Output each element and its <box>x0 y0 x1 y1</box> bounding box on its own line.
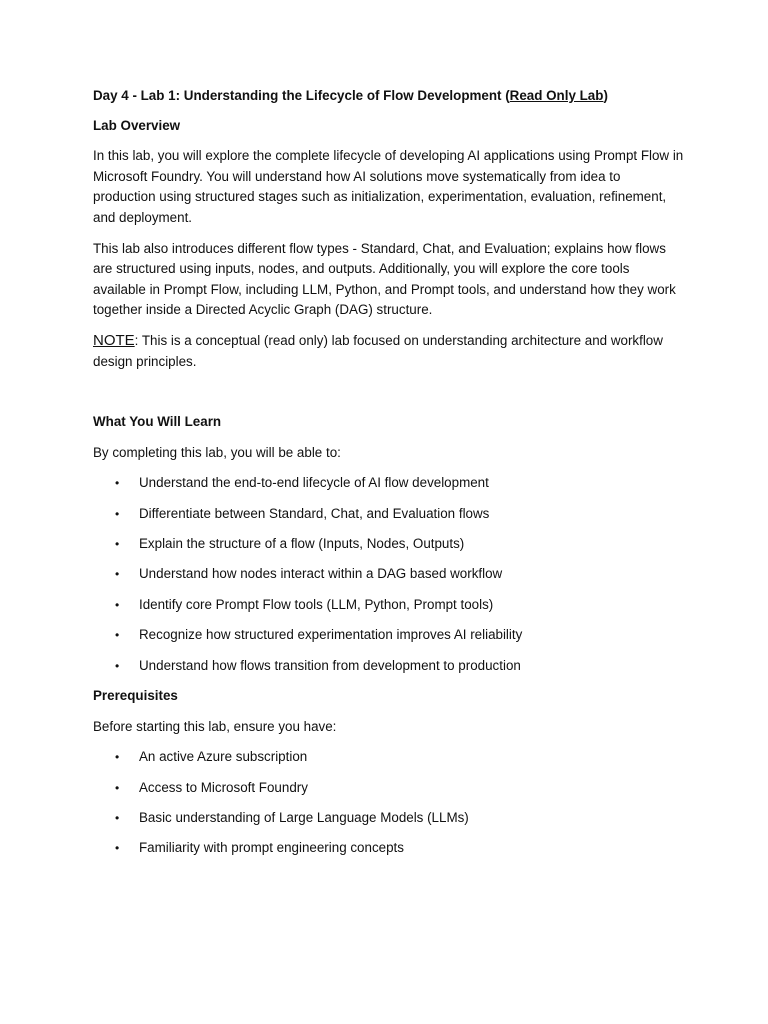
lab-overview-heading: Lab Overview <box>93 117 181 133</box>
prerequisites-heading: Prerequisites <box>93 688 178 704</box>
note-text: : This is a conceptual (read only) lab focused on understanding architecture and workflow design principles. <box>93 332 663 369</box>
list-item <box>93 504 685 525</box>
list-item-text: Basic understanding of Large Language Models (LLMs) <box>139 810 469 826</box>
bullet-icon: • <box>115 537 120 552</box>
list-item <box>93 778 685 799</box>
bullet-icon: • <box>115 476 120 491</box>
bullet-icon: • <box>115 658 120 673</box>
prereq-intro: Before starting this lab, ensure you have: <box>93 718 337 734</box>
list-item <box>93 625 685 646</box>
learn-intro: By completing this lab, you will be able to: <box>93 444 341 460</box>
document-page <box>93 86 685 869</box>
list-item <box>93 747 685 768</box>
list-item-text: Familiarity with prompt engineering concepts <box>139 840 404 856</box>
list-item <box>93 656 685 677</box>
list-item-text: Differentiate between Standard, Chat, and Evaluation flows <box>139 505 490 521</box>
title-close-paren: ) <box>603 88 608 103</box>
list-item-text: Understand how nodes interact within a DAG based workflow <box>139 566 503 582</box>
read-only-lab-link[interactable]: Read Only Lab <box>509 88 604 103</box>
list-item-text: Identify core Prompt Flow tools (LLM, Python, Prompt tools) <box>139 596 494 612</box>
list-item-text: Access to Microsoft Foundry <box>139 779 308 795</box>
bullet-icon: • <box>115 567 120 582</box>
bullet-icon: • <box>115 750 120 765</box>
list-item-text: Understand the end-to-end lifecycle of AI flow development <box>139 475 489 491</box>
bullet-icon: • <box>115 628 120 643</box>
what-you-will-learn-heading: What You Will Learn <box>93 414 222 430</box>
bullet-icon: • <box>115 841 120 856</box>
note-label: NOTE <box>93 331 135 349</box>
list-item <box>93 534 685 555</box>
learn-list <box>93 473 685 676</box>
list-item-text: Understand how flows transition from development to production <box>139 657 521 673</box>
section-spacer <box>93 382 685 412</box>
list-item <box>93 838 685 859</box>
note-block <box>93 331 685 372</box>
bullet-icon: • <box>115 506 120 521</box>
overview-paragraph-2: This lab also introduces different flow types - Standard, Chat, and Evaluation; explains how flows are structured using inputs, nodes, and outputs. Additionally, you will explore the core tools available in Prompt Flow, including LLM, Python, and Prompt tools, and understand how they work together inside a Directed Acyclic Graph (DAG) structure. <box>93 240 676 318</box>
list-item-text: An active Azure subscription <box>139 749 308 765</box>
list-item-text: Explain the structure of a flow (Inputs, Nodes, Outputs) <box>139 536 465 552</box>
page-title <box>93 86 685 107</box>
overview-paragraph-1: In this lab, you will explore the complete lifecycle of developing AI applications using Prompt Flow in Microsoft Foundry. You will understand how AI solutions move systematically from idea to production using structured stages such as initialization, experimentation, evaluation, refinement, and deployment. <box>93 148 684 225</box>
list-item <box>93 595 685 616</box>
list-item-text: Recognize how structured experimentation improves AI reliability <box>139 627 523 643</box>
prereq-list <box>93 747 685 859</box>
bullet-icon: • <box>115 780 120 795</box>
list-item <box>93 473 685 494</box>
list-item <box>93 808 685 829</box>
bullet-icon: • <box>115 597 120 612</box>
list-item <box>93 564 685 585</box>
title-text: Day 4 - Lab 1: Understanding the Lifecycle of Flow Development ( <box>93 88 510 103</box>
bullet-icon: • <box>115 811 120 826</box>
